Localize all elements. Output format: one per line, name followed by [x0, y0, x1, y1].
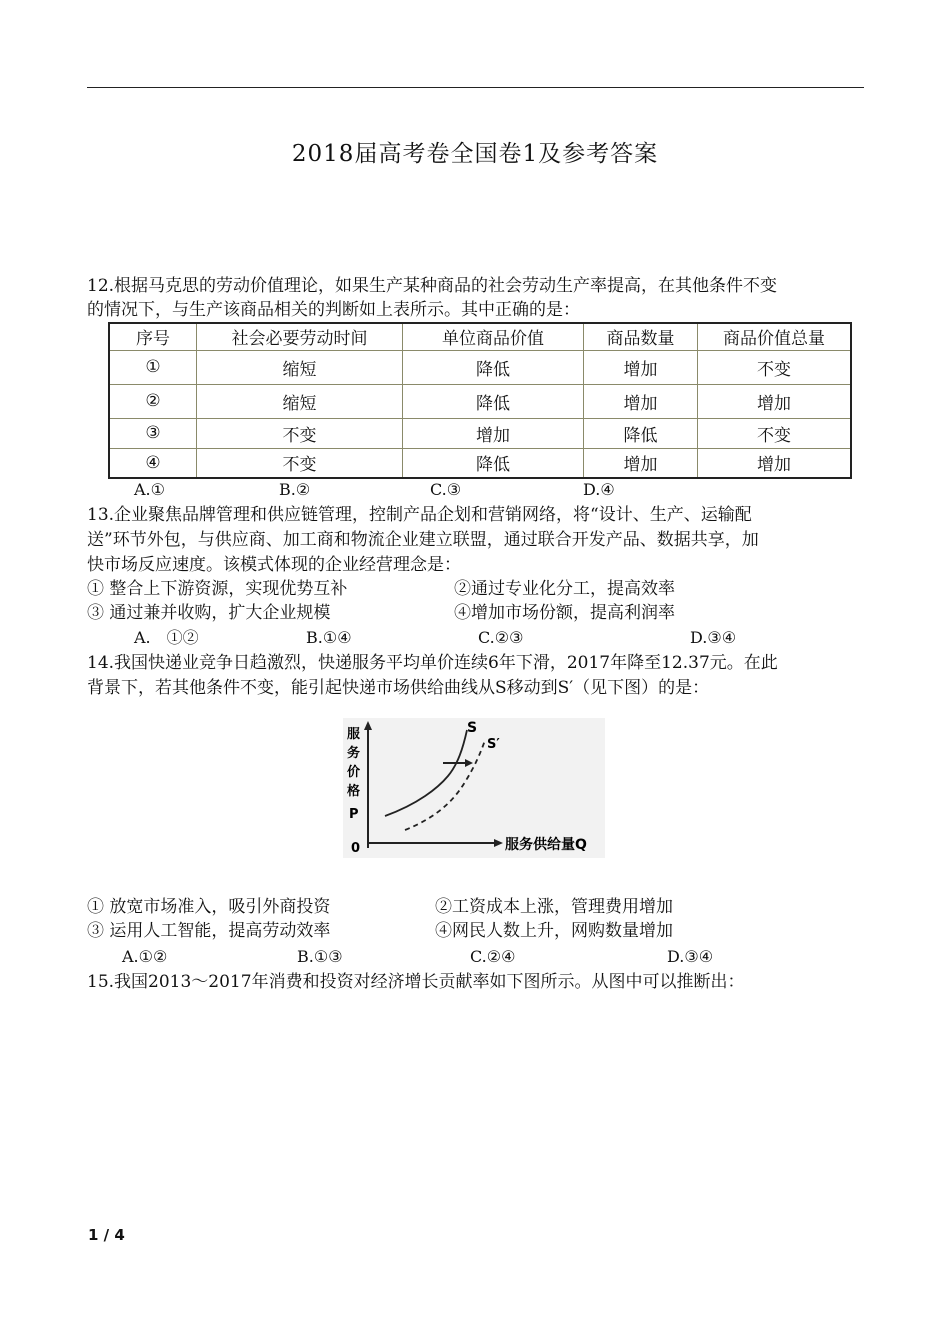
q15-stem-line1: 15.我国2013～2017年消费和投资对经济增长贡献率如下图所示。从图中可以推断出： [87, 972, 745, 992]
q14-stem-line2: 背景下，若其他条件不变，能引起快递市场供给曲线从S移动到S′（见下图）的是： [87, 678, 710, 698]
q12-option-d: D.④ [583, 480, 615, 499]
y-axis-label-char: 价 [347, 765, 361, 780]
table-cell: 增加 [584, 384, 698, 418]
q13-stem-line3: 快市场反应速度。该模式体现的企业经营理念是： [87, 555, 461, 575]
q14-choice-2: ②工资成本上涨，管理费用增加 [435, 897, 673, 917]
q13-choice-2: ②通过专业化分工，提高效率 [454, 579, 675, 599]
page-number: 1 / 4 [88, 1226, 125, 1244]
q13-option-a: A. ①② [134, 628, 199, 647]
curve-s-prime-label: S′ [487, 737, 500, 752]
x-axis-label: 服务供给量Q [505, 837, 587, 853]
table-cell: 不变 [698, 418, 852, 448]
table-header: 社会必要劳动时间 [197, 323, 403, 350]
y-axis-label-char: 格 [347, 784, 361, 799]
table-cell: 增加 [698, 384, 852, 418]
table-cell: 不变 [197, 448, 403, 478]
table-cell: 缩短 [197, 350, 403, 384]
y-axis-label-char: 服 [347, 727, 361, 742]
table-header: 商品数量 [584, 323, 698, 350]
table-cell: 不变 [698, 350, 852, 384]
header-rule [87, 87, 864, 88]
q14-stem-line1: 14.我国快递业竞争日趋激烈，快递服务平均单价连续6年下滑，2017年降至12.37元。在此 [87, 653, 778, 673]
table-header: 序号 [109, 323, 197, 350]
q14-option-b: B.①③ [297, 947, 343, 966]
table-row [109, 418, 851, 448]
table-cell: ② [109, 384, 197, 418]
q14-choice-1: ① 放宽市场准入，吸引外商投资 [87, 897, 331, 917]
table-header: 商品价值总量 [698, 323, 852, 350]
q12-stem-line2: 的情况下，与生产该商品相关的判断如上表所示。其中正确的是： [87, 300, 580, 320]
y-axis-label-char: P [349, 807, 359, 822]
y-axis-arrow [364, 721, 372, 730]
shift-arrow-head [465, 759, 473, 767]
table-header: 单位商品价值 [403, 323, 584, 350]
table-cell: 降低 [403, 448, 584, 478]
q12-option-a: A.① [134, 480, 165, 499]
origin-label: 0 [351, 841, 361, 856]
q12-option-b: B.② [279, 480, 311, 499]
table-cell: ④ [109, 448, 197, 478]
table-cell: 降低 [584, 418, 698, 448]
q13-stem-line2: 送”环节外包，与供应商、加工商和物流企业建立联盟，通过联合开发产品、数据共享，加 [87, 530, 759, 550]
q12-stem-line1: 12.根据马克思的劳动价值理论，如果生产某种商品的社会劳动生产率提高，在其他条件不变 [87, 276, 778, 296]
q14-option-c: C.②④ [470, 947, 516, 966]
q14-option-a: A.①② [122, 947, 168, 966]
q14-choice-3: ③ 运用人工智能，提高劳动效率 [87, 921, 331, 941]
table-cell: ③ [109, 418, 197, 448]
q13-choice-3: ③ 通过兼并收购，扩大企业规模 [87, 603, 331, 623]
q13-stem-line1: 13.企业聚焦品牌管理和供应链管理，控制产品企划和营销网络，将“设计、生产、运输配 [87, 505, 752, 525]
q13-choice-1: ① 整合上下游资源，实现优势互补 [87, 579, 348, 599]
table-header-row [109, 323, 851, 350]
table-cell: ① [109, 350, 197, 384]
q13-choice-4: ④增加市场份额，提高利润率 [454, 603, 675, 623]
supply-curve-chart [343, 718, 605, 858]
supply-curve-svg [343, 718, 605, 858]
q14-option-d: D.③④ [667, 947, 714, 966]
q13-option-b: B.①④ [306, 628, 352, 647]
table-cell: 缩短 [197, 384, 403, 418]
page-title: 2018届高考卷全国卷1及参考答案 [291, 141, 659, 167]
curve-s-label: S [467, 720, 478, 736]
table-cell: 降低 [403, 384, 584, 418]
table-cell: 不变 [197, 418, 403, 448]
q12-table [108, 322, 852, 479]
table-row [109, 350, 851, 384]
x-axis-arrow [494, 839, 503, 847]
table-row [109, 384, 851, 418]
q14-choice-4: ④网民人数上升，网购数量增加 [435, 921, 673, 941]
table-cell: 增加 [698, 448, 852, 478]
table-cell: 增加 [403, 418, 584, 448]
y-axis-label-char: 务 [347, 746, 361, 761]
table-cell: 增加 [584, 350, 698, 384]
q13-option-c: C.②③ [478, 628, 524, 647]
q13-option-d: D.③④ [690, 628, 737, 647]
supply-curve-s [385, 730, 467, 816]
supply-curve-s-prime [405, 740, 485, 830]
table-cell: 降低 [403, 350, 584, 384]
q12-option-c: C.③ [430, 480, 462, 499]
table-row [109, 448, 851, 478]
table-cell: 增加 [584, 448, 698, 478]
